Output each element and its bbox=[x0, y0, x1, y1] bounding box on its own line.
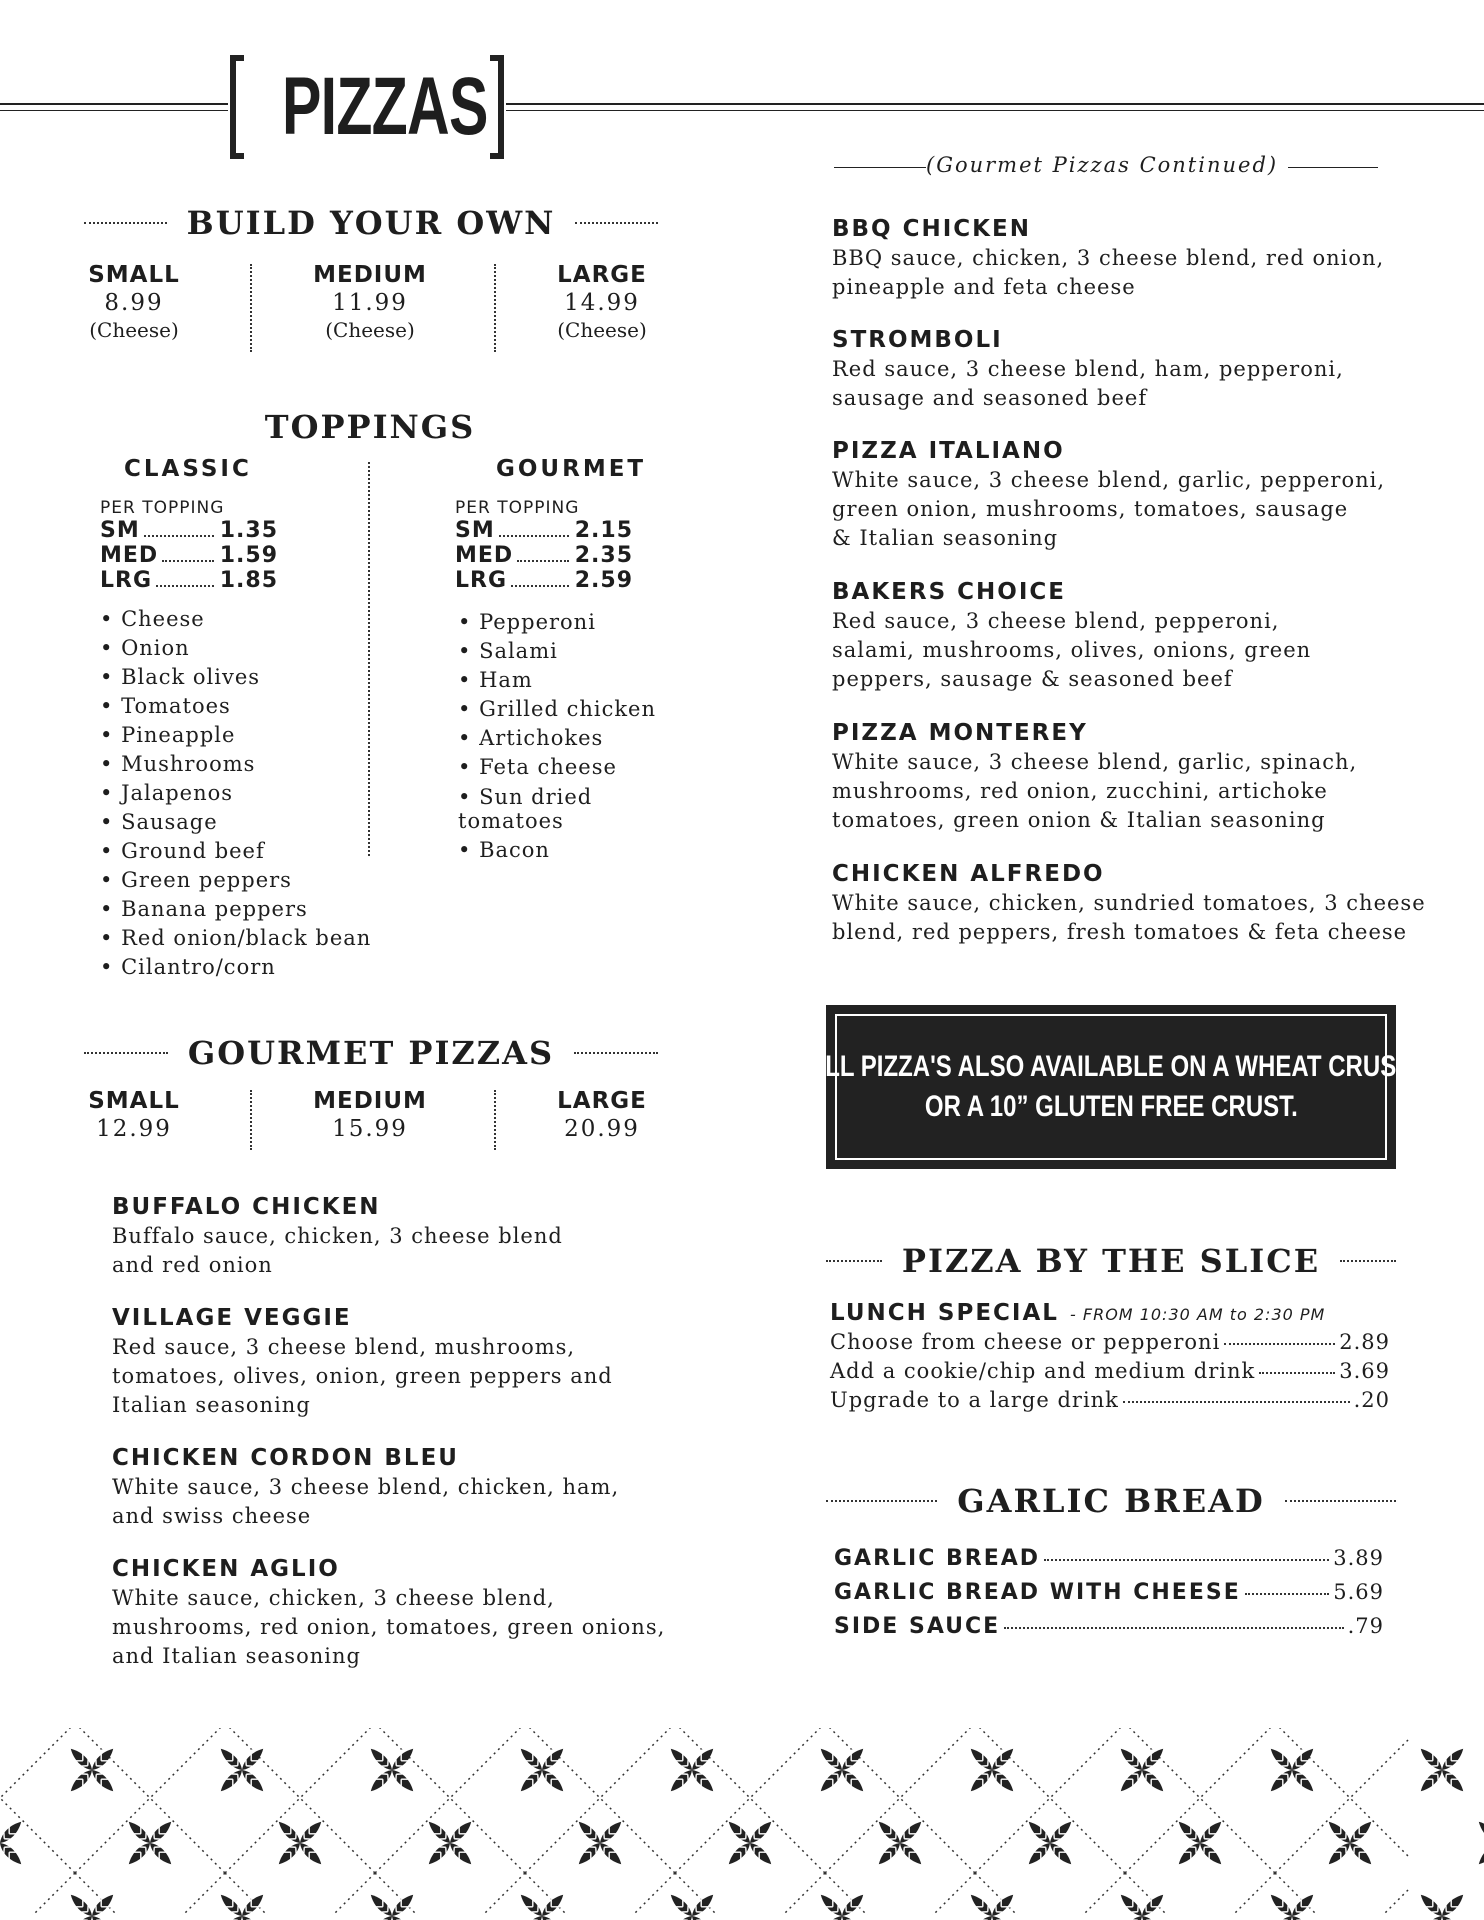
classic-title: CLASSIC bbox=[124, 456, 252, 482]
list-item: • Cheese bbox=[100, 605, 371, 634]
garlic-row-label: GARLIC BREAD WITH CHEESE bbox=[834, 1580, 1241, 1605]
list-item: • Bacon bbox=[458, 836, 678, 865]
gourmet-price-lrg bbox=[455, 568, 633, 593]
header-rule-left bbox=[0, 103, 228, 105]
item-name: BAKERS CHOICE bbox=[832, 579, 1066, 605]
price-size: LRG bbox=[100, 568, 153, 593]
dotted-rule bbox=[84, 1052, 168, 1054]
list-item: • Cilantro/corn bbox=[100, 953, 371, 982]
size-price: 12.99 bbox=[96, 1116, 172, 1142]
size-price: 8.99 bbox=[104, 290, 164, 316]
crust-note-frame bbox=[807, 1014, 1415, 1160]
toppings-divider bbox=[368, 462, 370, 856]
item-name: VILLAGE VEGGIE bbox=[112, 1305, 352, 1331]
price-value: 1.35 bbox=[219, 518, 278, 543]
item-desc: and red onion bbox=[112, 1253, 273, 1277]
build-your-own-header bbox=[84, 204, 658, 242]
dotted-rule bbox=[826, 1260, 882, 1262]
item-desc: Red sauce, 3 cheese blend, ham, pepperoni, bbox=[832, 357, 1344, 381]
list-item: • Onion bbox=[100, 634, 371, 663]
crust-note-line: OR A 10” GLUTEN FREE CRUST. bbox=[924, 1090, 1298, 1123]
garlic-row-price: .79 bbox=[1347, 1614, 1384, 1638]
price-value: 2.59 bbox=[574, 568, 633, 593]
leaf-motif-icon bbox=[1414, 1742, 1469, 1797]
list-item: • Mushrooms bbox=[100, 750, 371, 779]
item-name: CHICKEN CORDON BLEU bbox=[112, 1445, 459, 1471]
item-desc: peppers, sausage & seasoned beef bbox=[832, 667, 1233, 691]
gourmet-topping-title: GOURMET bbox=[496, 456, 647, 482]
continued-rule-left bbox=[834, 167, 926, 168]
menu-item-chicken-aglio bbox=[112, 1554, 665, 1671]
classic-topping-list bbox=[100, 605, 371, 982]
continued-label: (Gourmet Pizzas Continued) bbox=[926, 153, 1279, 177]
lunch-special-time: - FROM 10:30 AM to 2:30 PM bbox=[1070, 1305, 1326, 1324]
garlic-row-price: 5.69 bbox=[1333, 1580, 1384, 1604]
page-title: PIZZAS bbox=[282, 61, 488, 152]
item-desc: tomatoes, green onion & Italian seasoning bbox=[832, 808, 1326, 832]
item-desc: White sauce, 3 cheese blend, garlic, spinach, bbox=[832, 750, 1358, 774]
crust-note-box bbox=[807, 1005, 1415, 1169]
gp-size-medium bbox=[300, 1088, 440, 1142]
list-item: • Red onion/black bean bbox=[100, 924, 371, 953]
list-item: • Ground beef bbox=[100, 837, 371, 866]
gourmet-pizzas-title: GOURMET PIZZAS bbox=[187, 1034, 555, 1072]
item-desc: green onion, mushrooms, tomatoes, sausage bbox=[832, 497, 1349, 521]
item-name: BUFFALO CHICKEN bbox=[112, 1194, 381, 1220]
size-price: 14.99 bbox=[564, 290, 640, 316]
list-item: • Banana peppers bbox=[100, 895, 371, 924]
byo-divider bbox=[494, 264, 496, 352]
menu-item-bbq-chicken bbox=[832, 214, 1384, 302]
header-rule-right bbox=[506, 103, 1484, 105]
item-desc: Italian seasoning bbox=[112, 1393, 311, 1417]
gp-size-small bbox=[74, 1088, 194, 1142]
list-item: • Sausage bbox=[100, 808, 371, 837]
size-note: (Cheese) bbox=[89, 318, 179, 342]
garlic-row bbox=[834, 1546, 1384, 1571]
item-desc: & Italian seasoning bbox=[832, 526, 1059, 550]
slice-header bbox=[826, 1242, 1396, 1280]
size-name: LARGE bbox=[557, 1088, 647, 1114]
gourmet-pizzas-header bbox=[84, 1034, 658, 1072]
slice-title: PIZZA BY THE SLICE bbox=[901, 1242, 1321, 1280]
header-rule-right-thin bbox=[506, 110, 1484, 111]
price-size: SM bbox=[455, 518, 495, 543]
gourmet-price-med bbox=[455, 543, 633, 568]
garlic-bread-title: GARLIC BREAD bbox=[957, 1482, 1265, 1520]
continued-rule-right bbox=[1288, 167, 1378, 168]
list-item: • Ham bbox=[458, 666, 678, 695]
gourmet-price-sm bbox=[455, 518, 633, 543]
toppings-title: TOPPINGS bbox=[264, 408, 476, 446]
size-note: (Cheese) bbox=[557, 318, 647, 342]
size-name: SMALL bbox=[88, 1088, 180, 1114]
item-desc: mushrooms, red onion, tomatoes, green onions, bbox=[112, 1615, 666, 1639]
item-desc: Red sauce, 3 cheese blend, pepperoni, bbox=[832, 609, 1280, 633]
gp-divider bbox=[250, 1090, 252, 1150]
item-desc: Red sauce, 3 cheese blend, mushrooms, bbox=[112, 1335, 576, 1359]
slice-row-label: Add a cookie/chip and medium drink bbox=[830, 1359, 1256, 1383]
gp-divider bbox=[494, 1090, 496, 1150]
slice-row-label: Upgrade to a large drink bbox=[830, 1388, 1119, 1412]
classic-price-sm bbox=[100, 518, 278, 543]
slice-row bbox=[830, 1388, 1390, 1412]
slice-row-label: Choose from cheese or pepperoni bbox=[830, 1330, 1221, 1354]
item-desc: White sauce, chicken, 3 cheese blend, bbox=[112, 1586, 555, 1610]
list-item: • Pepperoni bbox=[458, 608, 678, 637]
leaf-motif-icon bbox=[1472, 1815, 1484, 1870]
item-name: PIZZA ITALIANO bbox=[832, 438, 1065, 464]
dotted-rule bbox=[575, 222, 658, 224]
garlic-row-price: 3.89 bbox=[1333, 1546, 1384, 1570]
garlic-row bbox=[834, 1614, 1384, 1639]
menu-item-buffalo-chicken bbox=[112, 1192, 563, 1280]
garlic-row-label: SIDE SAUCE bbox=[834, 1614, 1001, 1639]
dotted-rule bbox=[574, 1052, 658, 1054]
left-bracket bbox=[230, 55, 244, 159]
size-note: (Cheese) bbox=[325, 318, 415, 342]
leaf-motif-icon bbox=[1414, 1888, 1469, 1920]
item-desc: White sauce, 3 cheese blend, garlic, pepperoni, bbox=[832, 468, 1386, 492]
list-item: • Sun dried tomatoes bbox=[458, 782, 608, 836]
price-value: 2.35 bbox=[574, 543, 633, 568]
item-desc: mushrooms, red onion, zucchini, artichoke bbox=[832, 779, 1328, 803]
gourmet-topping-list bbox=[458, 608, 678, 865]
item-name: BBQ CHICKEN bbox=[832, 216, 1031, 242]
slice-row-price: 2.89 bbox=[1339, 1330, 1390, 1354]
classic-price-lrg bbox=[100, 568, 278, 593]
gourmet-per-topping: PER TOPPING bbox=[455, 498, 580, 518]
size-price: 20.99 bbox=[564, 1116, 640, 1142]
menu-item-chicken-cordon-bleu bbox=[112, 1443, 619, 1531]
item-name: CHICKEN ALFREDO bbox=[832, 861, 1105, 887]
item-desc: salami, mushrooms, olives, onions, green bbox=[832, 638, 1312, 662]
menu-item-bakers-choice bbox=[832, 577, 1311, 694]
garlic-bread-header bbox=[826, 1482, 1396, 1520]
item-desc: and Italian seasoning bbox=[112, 1644, 361, 1668]
list-item: • Salami bbox=[458, 637, 678, 666]
size-name: MEDIUM bbox=[313, 1088, 427, 1114]
slice-row bbox=[830, 1359, 1390, 1383]
item-desc: White sauce, 3 cheese blend, chicken, ham, bbox=[112, 1475, 620, 1499]
price-size: LRG bbox=[455, 568, 508, 593]
item-desc: and swiss cheese bbox=[112, 1504, 312, 1528]
price-value: 2.15 bbox=[574, 518, 633, 543]
price-value: 1.85 bbox=[219, 568, 278, 593]
slice-row-price: .20 bbox=[1353, 1388, 1390, 1412]
lunch-special-heading bbox=[830, 1300, 1325, 1326]
menu-item-chicken-alfredo bbox=[832, 859, 1426, 947]
price-size: MED bbox=[455, 543, 514, 568]
classic-price-med bbox=[100, 543, 278, 568]
garlic-row bbox=[834, 1580, 1384, 1605]
item-name: CHICKEN AGLIO bbox=[112, 1556, 340, 1582]
byo-divider bbox=[250, 264, 252, 352]
lunch-special-name: LUNCH SPECIAL bbox=[830, 1300, 1059, 1326]
item-desc: blend, red peppers, fresh tomatoes & feta cheese bbox=[832, 920, 1408, 944]
byo-size-medium bbox=[300, 262, 440, 342]
byo-size-large bbox=[540, 262, 664, 342]
list-item: • Tomatoes bbox=[100, 692, 371, 721]
size-price: 15.99 bbox=[332, 1116, 408, 1142]
item-desc: Buffalo sauce, chicken, 3 cheese blend bbox=[112, 1224, 563, 1248]
list-item: • Green peppers bbox=[100, 866, 371, 895]
price-value: 1.59 bbox=[219, 543, 278, 568]
slice-row-price: 3.69 bbox=[1339, 1359, 1390, 1383]
crust-note-text bbox=[807, 1047, 1414, 1127]
dotted-rule bbox=[1340, 1260, 1396, 1262]
build-your-own-title: BUILD YOUR OWN bbox=[186, 204, 556, 242]
item-desc: pineapple and feta cheese bbox=[832, 275, 1136, 299]
item-name: PIZZA MONTEREY bbox=[832, 720, 1088, 746]
dotted-rule bbox=[1285, 1500, 1396, 1502]
size-name: LARGE bbox=[557, 262, 647, 288]
byo-size-small bbox=[74, 262, 194, 342]
item-desc: BBQ sauce, chicken, 3 cheese blend, red onion, bbox=[832, 246, 1385, 270]
garlic-row-label: GARLIC BREAD bbox=[834, 1546, 1041, 1571]
menu-item-stromboli bbox=[832, 325, 1344, 413]
price-size: MED bbox=[100, 543, 159, 568]
item-name: STROMBOLI bbox=[832, 327, 1003, 353]
item-desc: sausage and seasoned beef bbox=[832, 386, 1148, 410]
menu-item-pizza-italiano bbox=[832, 436, 1385, 553]
right-bracket bbox=[490, 55, 504, 159]
list-item: • Black olives bbox=[100, 663, 371, 692]
list-item: • Feta cheese bbox=[458, 753, 678, 782]
item-desc: tomatoes, olives, onion, green peppers and bbox=[112, 1364, 613, 1388]
list-item: • Jalapenos bbox=[100, 779, 371, 808]
size-name: SMALL bbox=[88, 262, 180, 288]
list-item: • Artichokes bbox=[458, 724, 678, 753]
gp-size-large bbox=[540, 1088, 664, 1142]
menu-item-village-veggie bbox=[112, 1303, 613, 1420]
slice-row bbox=[830, 1330, 1390, 1354]
size-name: MEDIUM bbox=[313, 262, 427, 288]
leaf-cross-pattern-icon bbox=[0, 1728, 1484, 1920]
crust-note-line: ALL PIZZA'S ALSO AVAILABLE ON A WHEAT CRUST, bbox=[807, 1050, 1415, 1083]
menu-item-pizza-monterey bbox=[832, 718, 1357, 835]
list-item: • Pineapple bbox=[100, 721, 371, 750]
list-item: • Grilled chicken bbox=[458, 695, 678, 724]
classic-per-topping: PER TOPPING bbox=[100, 498, 225, 518]
dotted-rule bbox=[84, 222, 167, 224]
size-price: 11.99 bbox=[332, 290, 408, 316]
header-rule-left-thin bbox=[0, 110, 228, 111]
dotted-rule bbox=[826, 1500, 937, 1502]
price-size: SM bbox=[100, 518, 140, 543]
item-desc: White sauce, chicken, sundried tomatoes, 3 cheese bbox=[832, 891, 1426, 915]
